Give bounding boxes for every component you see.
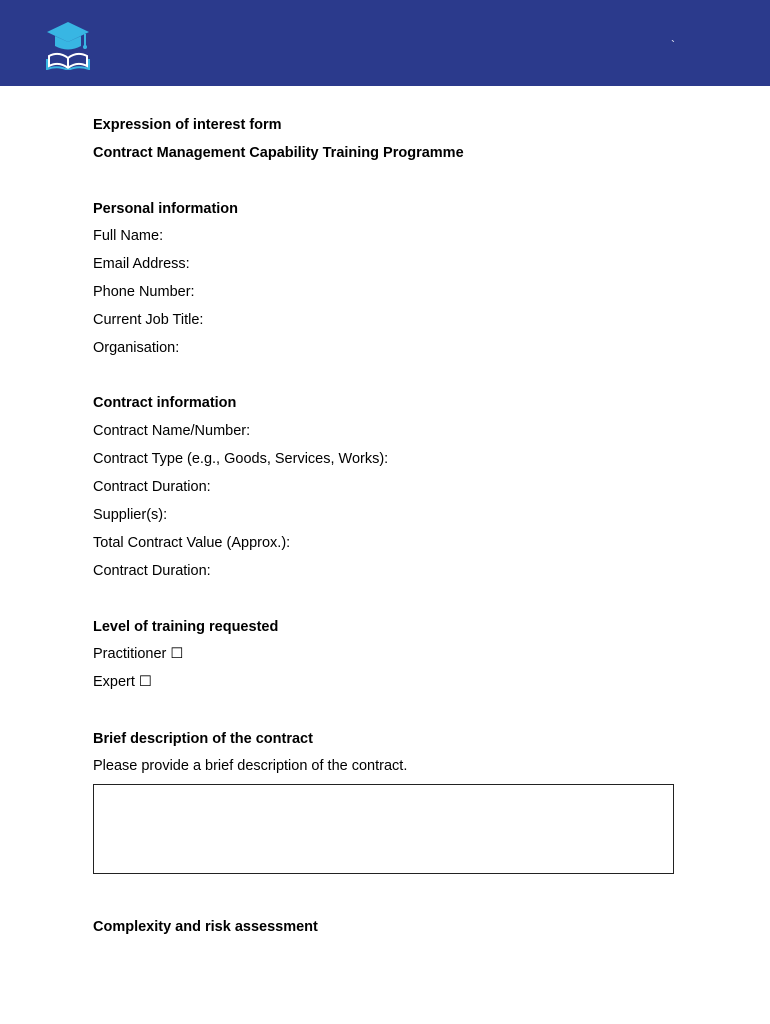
risk-heading: Complexity and risk assessment [93,919,318,935]
contract-heading: Contract information [93,395,237,411]
description-prompt: Please provide a brief description of the contract. [93,758,408,774]
phone-field[interactable]: Phone Number: [93,284,195,300]
suppliers-field[interactable]: Supplier(s): [93,507,168,523]
description-heading: Brief description of the contract [93,731,313,747]
contract-duration-field-2[interactable]: Contract Duration: [93,563,211,579]
email-field[interactable]: Email Address: [93,256,190,272]
job-title-field[interactable]: Current Job Title: [93,312,204,328]
contract-value-field[interactable]: Total Contract Value (Approx.): [93,535,291,551]
programme-title: Contract Management Capability Training Programme [93,145,464,161]
header-banner [0,0,770,86]
contract-type-field[interactable]: Contract Type (e.g., Goods, Services, Works): [93,451,389,467]
practitioner-checkbox[interactable]: Practitioner ☐ [93,646,184,662]
description-textbox[interactable] [93,784,674,874]
header-mark: ` [671,38,675,52]
contract-name-field[interactable]: Contract Name/Number: [93,423,251,439]
training-heading: Level of training requested [93,619,279,635]
personal-heading: Personal information [93,201,239,217]
contract-duration-field[interactable]: Contract Duration: [93,479,211,495]
full-name-field[interactable]: Full Name: [93,228,164,244]
organisation-field[interactable]: Organisation: [93,340,180,356]
expert-checkbox[interactable]: Expert ☐ [93,674,152,690]
form-title: Expression of interest form [93,117,282,133]
graduation-cap-book-icon [45,20,91,70]
